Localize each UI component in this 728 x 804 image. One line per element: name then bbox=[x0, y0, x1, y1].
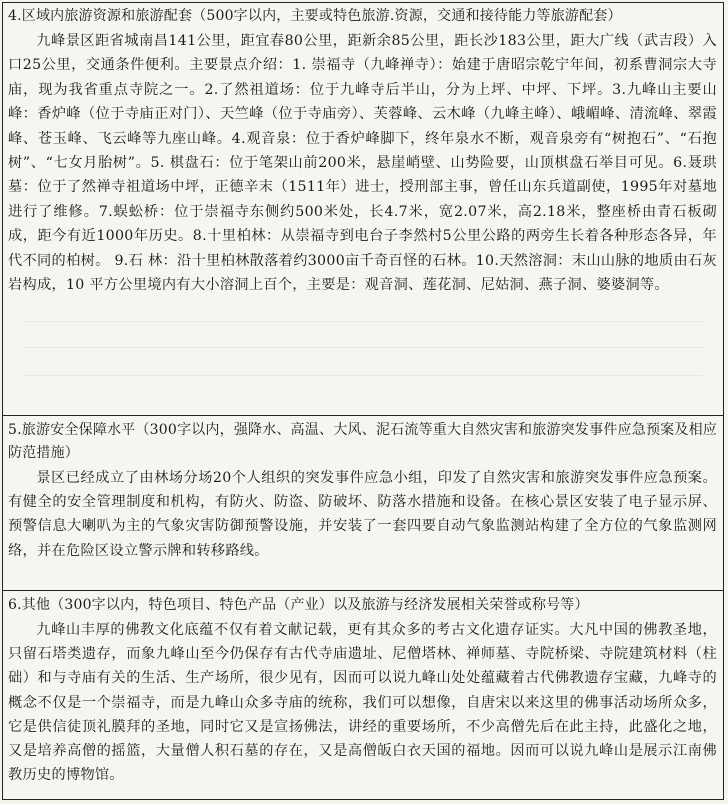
show-through-line bbox=[23, 321, 703, 322]
show-through-line bbox=[23, 347, 703, 348]
section-4-cell bbox=[3, 3, 723, 415]
section-4-body: 九峰景区距省城南昌141公里，距宜春80公里，距新余85公里，距长沙183公里，距大广线（武吉段）入口25公里，交通条件便利。主要景点介绍：1. 崇福寺（九峰禅寺）：始建于唐昭宗乾宁年间，初系曹洞宗大寺庙，现为我省重点寺院之一。2.了然祖道场：位于九峰寺后半山，分为上坪、中坪、下坪。3.九峰山主要山峰：香炉峰（位于寺庙正对门）、天竺峰（位于寺庙旁）、芙蓉峰、云木峰（九峰主峰）、峨嵋峰、清流峰、翠霞峰、苍玉峰、飞云峰等九座山峰。4.观音泉：位于香炉峰脚下，终年泉水不断，观音泉旁有“树抱石”、“石抱树”、“七女月胎树”。5. 棋盘石：位于笔架山前200米，悬崖峭壁、山势险要，山顶棋盘石举目可见。6.聂珙墓：位于了然禅寺祖道场中坪，正德辛末（1511年）进士，授刑部主事，曾任山东兵道副使，1995年对墓地进行了维修。7.蜈蚣桥：位于崇福寺东侧约500米处，长4.7米，宽2.07米，高2.18米，整座桥由青石板砌成，距今有近1000年历史。8.十里柏林：从崇福寺到电台子李然村5公里公路的两旁生长着各种形态各异，年代不同的柏树。 9.石 林：沿十里柏林散落着约3000亩千奇百怪的石林。10.天然溶洞：末山山脉的地质由石灰岩构成，10 平方公里境内有大小溶洞上百个，主要是：观音洞、莲花洞、尼姑洞、燕子洞、婆婆洞等。 bbox=[8, 33, 717, 294]
section-5-body: 景区已经成立了由林场分场20个人组织的突发事件应急小组，印发了自然灾害和旅游突发事件应急预案。有健全的安全管理制度和机构，有防火、防盗、防破坏、防落水措施和设备。在核心景区安装了电子显示屏、预警信息大喇叭为主的气象灾害防御预警设施，并安装了一套四要自动气象监测站构建了全方位的气象监测网络，并在危险区设立警示牌和转移路线。 bbox=[8, 470, 717, 559]
section-5-heading: 5.旅游安全保障水平（300字以内，强降水、高温、大风、泥石流等重大自然灾害和旅游突发事件应急预案及相应防范措施） bbox=[8, 422, 717, 461]
section-6-cell bbox=[3, 590, 723, 801]
section-6-body: 九峰山丰厚的佛教文化底蕴不仅有着文献记载，更有其众多的考古文化遗存证实。大凡中国的佛教圣地，只留石塔类遗存，而象九峰山至今仍保存有古代寺庙遗址、尼僧塔林、禅师墓、寺院桥梁、寺院建筑材料（柱础）和与寺庙有关的生活、生产场所，很少见有，因而可以说九峰山处处蕴藏着古代佛教遗存宝藏，九峰寺的概念不仅是一个崇福寺，而是九峰山众多寺庙的统称，我们可以想像，自唐宋以来这里的佛事活动场所众多，它是供信徒顶礼膜拜的圣地，同时它又是宣扬佛法，讲经的重要场所，不少高僧先后在此主持，此盛化之地，又是培养高僧的摇篮，大量僧人积石墓的存在，又是高僧皈白衣天国的福地。因而可以说九峰山是展示江南佛教历史的博物馆。 bbox=[8, 622, 717, 784]
section-5-cell bbox=[3, 415, 723, 590]
section-4-heading: 4.区域内旅游资源和旅游配套（500字以内，主要或特色旅游.资源，交通和接待能力等旅游配套） bbox=[8, 8, 622, 24]
form-table bbox=[2, 2, 724, 800]
section-6-heading: 6.其他（300字以内，特色项目、特色产品（产业）以及旅游与经济发展相关荣誉或称号等） bbox=[8, 597, 589, 613]
show-through-line bbox=[23, 375, 703, 376]
